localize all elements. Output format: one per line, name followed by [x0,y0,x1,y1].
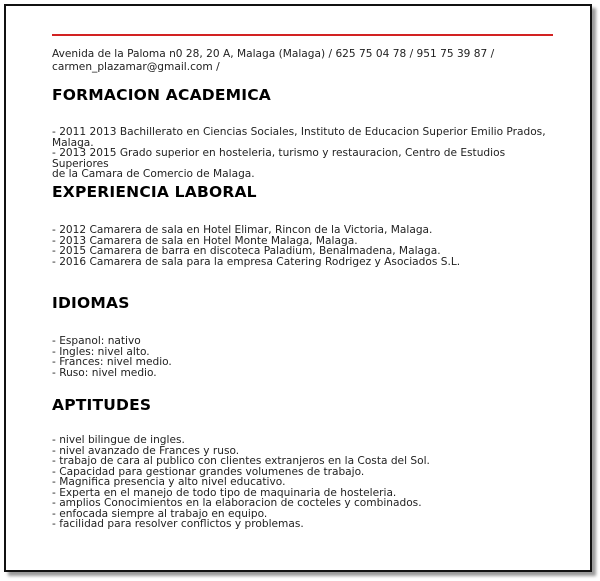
list-item: - Espanol: nativo [52,335,141,347]
list-item: - enfocada siempre al trabajo en equipo. [52,507,268,520]
list-item: - 2015 Camarera de barra en discoteca Paladium, Benalmadena, Malaga. [52,245,441,257]
list-item: - facilidad para resolver conflictos y problemas. [52,518,304,530]
list-item: Malaga. [52,136,94,149]
list-item: - nivel bilingue de ingles. [52,434,185,446]
list-item: - Ruso: nivel medio. [52,366,157,379]
contact-block [52,48,552,73]
list-item: - 2013 2015 Grado superior en hosteleria, turismo y restauracion, Centro de Estudios Superiores [52,147,509,170]
section-title-idiomas: IDIOMAS [52,294,130,312]
list-item: - 2011 2013 Bachillerato en Ciencias Sociales, Instituto de Educacion Superior Emilio Prados, [52,126,546,138]
list-item: - 2013 Camarera de sala en Hotel Monte Malaga, Malaga. [52,234,358,247]
list-item: - 2012 Camarera de sala en Hotel Elimar, Rincon de la Victoria, Malaga. [52,224,433,236]
list-item: - Experta en el manejo de todo tipo de maquinaria de hosteleria. [52,486,397,499]
list-item: - Magnifica presencia y alto nivel educativo. [52,476,286,488]
section-body-idiomas [52,336,562,378]
contact-email: carmen_plazamar@gmail.com / [52,60,220,73]
contact-address-phones: Avenida de la Paloma n0 28, 20 A, Malaga (Malaga) / 625 75 04 78 / 951 75 39 87 / [52,48,495,60]
section-body-aptitudes [52,435,562,530]
list-item: - nivel avanzado de Frances y ruso. [52,444,240,457]
list-item: de la Camara de Comercio de Malaga. [52,168,255,180]
section-body-formacion [52,127,562,180]
list-item: - Frances: nivel medio. [52,356,172,368]
list-item: - amplios Conocimientos en la elaboracion de cocteles y combinados. [52,497,422,509]
list-item: - Ingles: nivel alto. [52,345,150,358]
section-title-aptitudes: APTITUDES [52,396,152,414]
list-item: - 2016 Camarera de sala para la empresa Catering Rodrigez y Asociados S.L. [52,255,461,268]
list-item: - trabajo de cara al publico con clientes extranjeros en la Costa del Sol. [52,455,430,467]
section-body-experiencia [52,225,562,267]
header-divider [52,34,553,36]
section-title-experiencia: EXPERIENCIA LABORAL [52,183,257,201]
section-title-formacion: FORMACION ACADEMICA [52,86,271,104]
list-item: - Capacidad para gestionar grandes volumenes de trabajo. [52,465,365,478]
